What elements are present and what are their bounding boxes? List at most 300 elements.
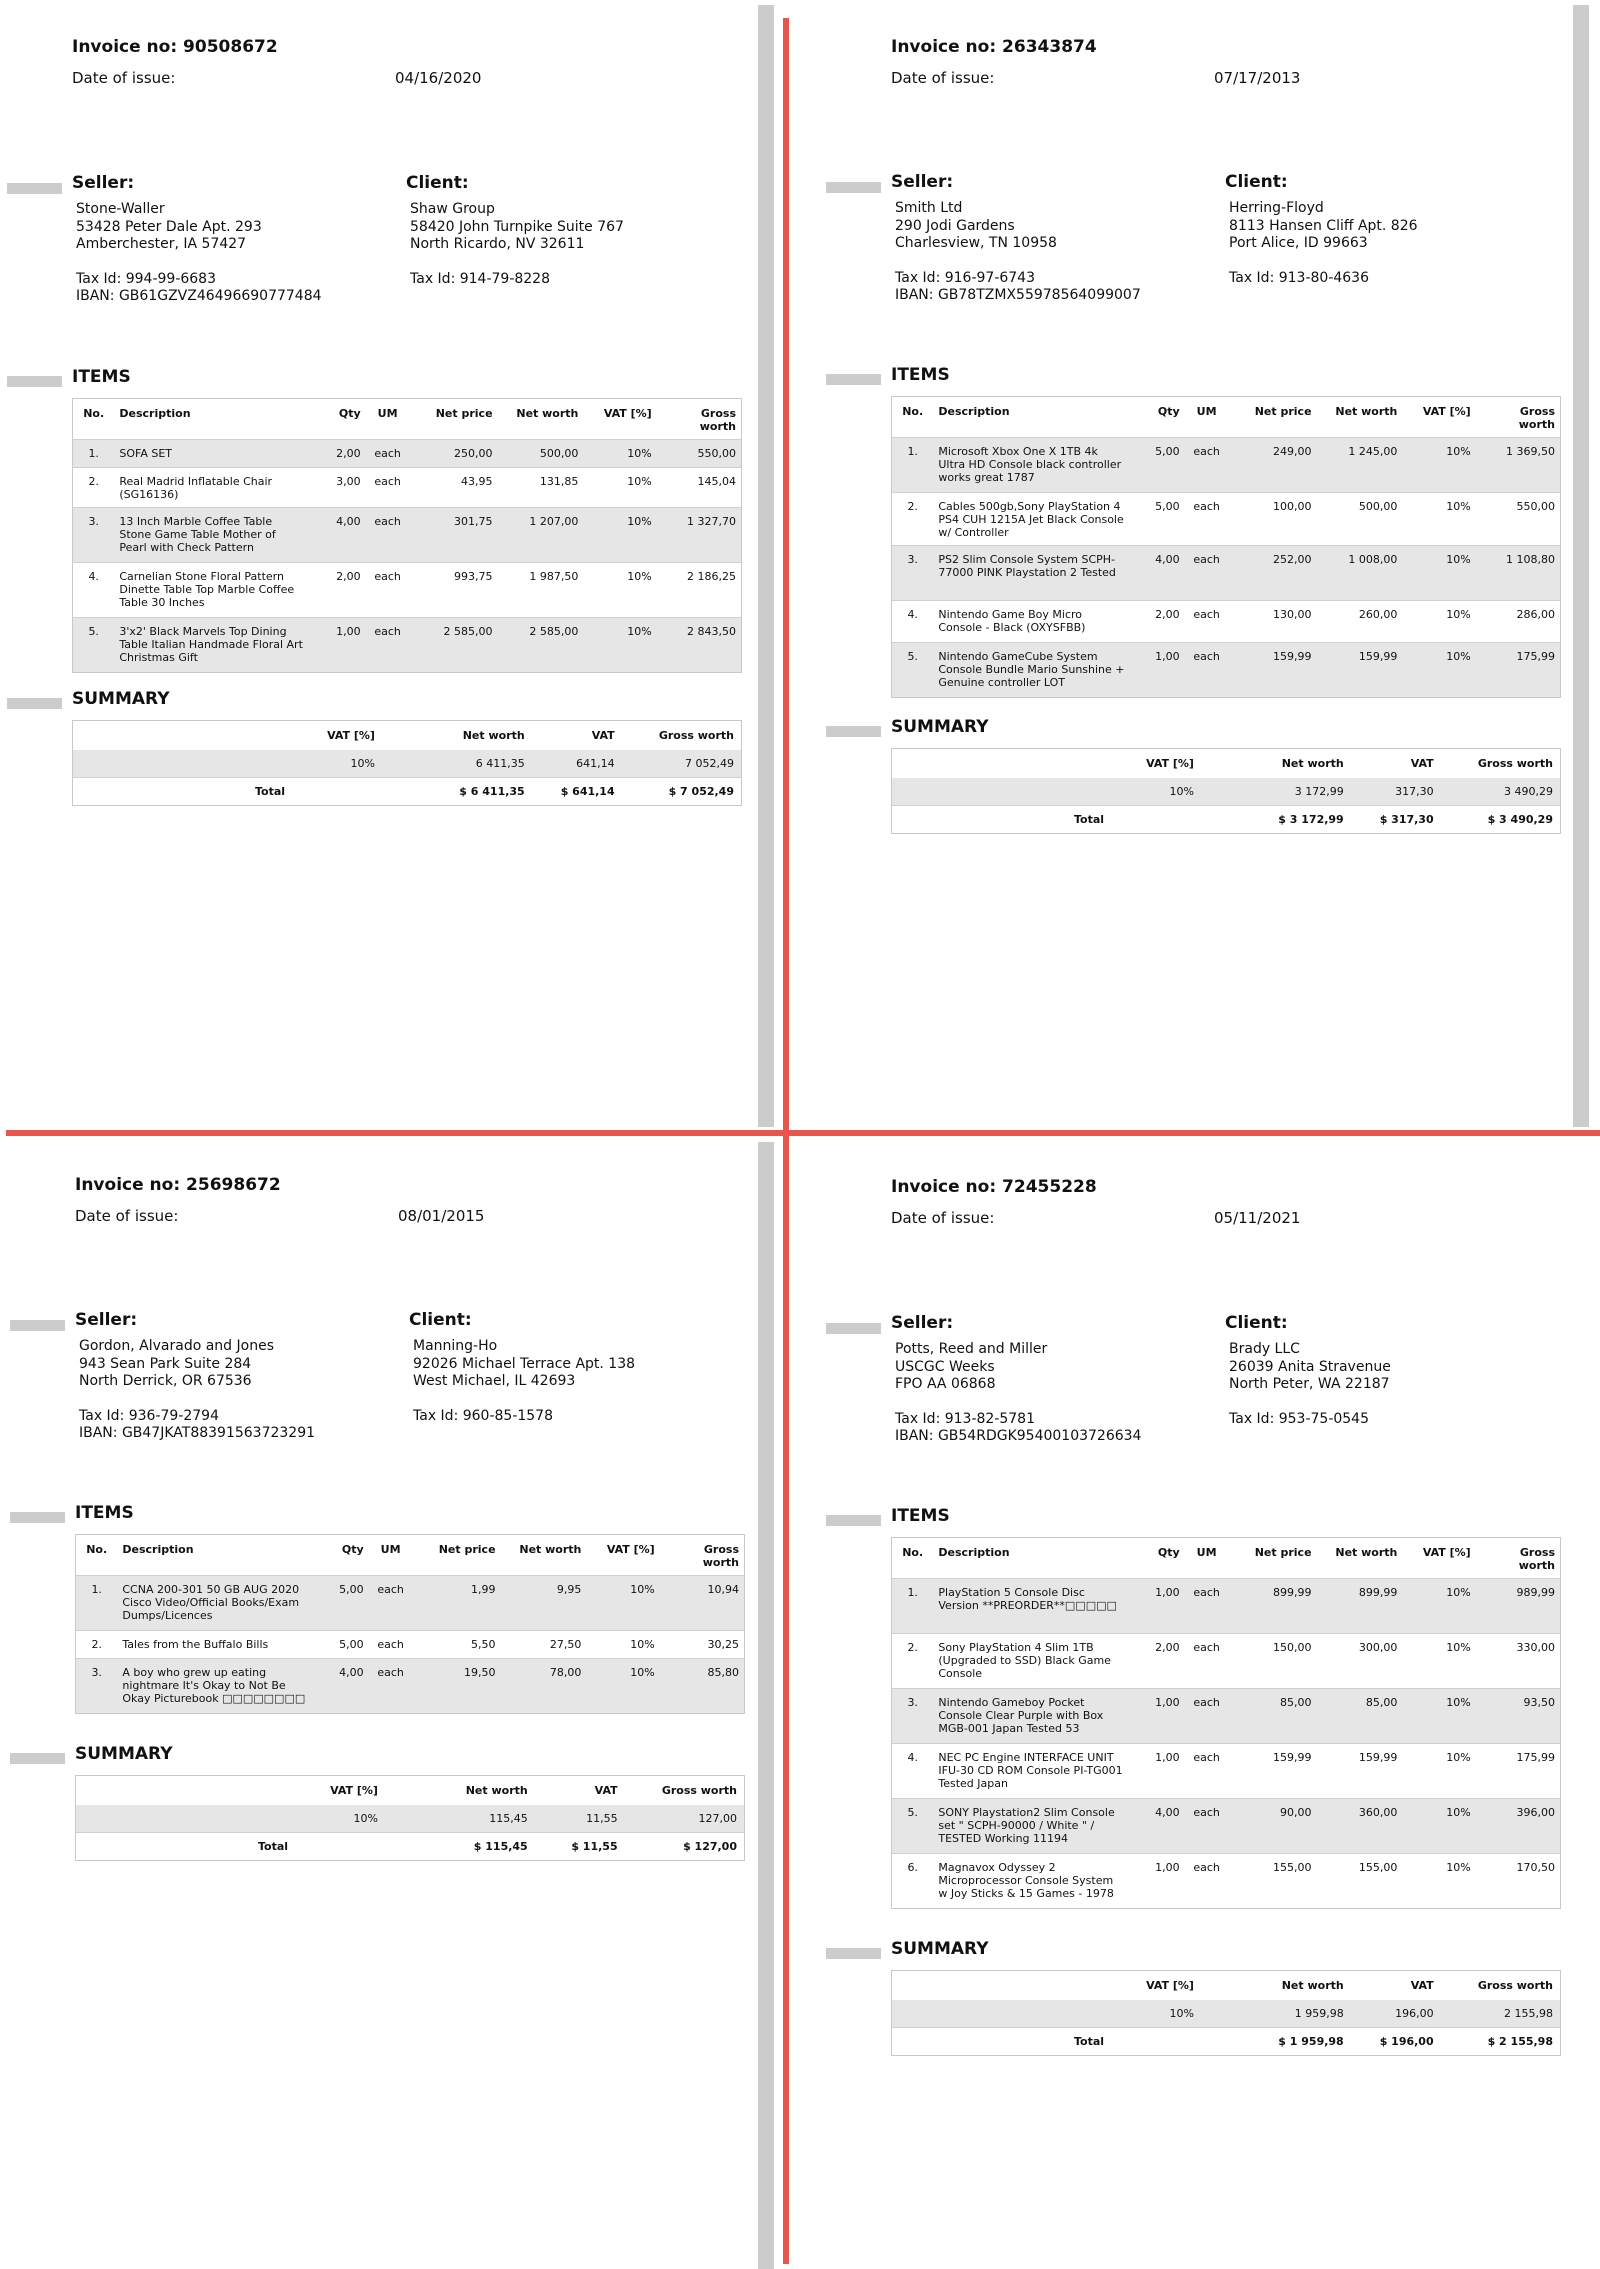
summary-values-row: [76, 1805, 745, 1833]
cell-net-price: 250,00: [410, 440, 498, 468]
column-header-qty: Qty: [341, 1543, 364, 1556]
invoice-number-label: Invoice no:: [891, 1177, 997, 1197]
spacer: [79, 1391, 315, 1408]
cell-net-price: 90,00: [1229, 1799, 1317, 1854]
summary-vat: 641,14: [532, 750, 622, 778]
cell-net-worth: 9,95: [501, 1576, 587, 1631]
cell-vat: 10%: [1402, 493, 1475, 546]
cell-vat: 10%: [1402, 1854, 1475, 1909]
column-header-net-price: Net price: [1254, 405, 1312, 418]
client-address-line-2: Port Alice, ID 99663: [1229, 235, 1368, 251]
client-block: [1225, 172, 1418, 287]
cell-net-price: 100,00: [1229, 493, 1317, 546]
cell-no: 4.: [892, 601, 934, 643]
cell-vat: 10%: [583, 563, 656, 618]
cell-net-price: 5,50: [413, 1631, 501, 1659]
cell-net-worth: 500,00: [1317, 493, 1403, 546]
column-header-net-worth: Net worth: [1335, 405, 1398, 418]
cell-vat: 10%: [1402, 601, 1475, 643]
client-address-line-1: 8113 Hansen Cliff Apt. 826: [1229, 217, 1418, 234]
cell-gross-worth: 85,80: [660, 1659, 745, 1714]
items-heading: ITEMS: [891, 365, 950, 385]
table-row: [73, 468, 742, 508]
section-marker: [7, 698, 62, 709]
summary-vat: 11,55: [535, 1805, 625, 1833]
seller-block: [891, 172, 1141, 305]
seller-heading: Seller:: [72, 173, 135, 193]
column-header-description: Description: [938, 405, 1010, 418]
column-header-no: No.: [902, 405, 924, 418]
total-gross-worth: $ 7 052,49: [622, 778, 742, 806]
cell-net-price: 159,99: [1229, 643, 1317, 698]
cell-description: Microsoft Xbox One X 1TB 4k Ultra HD Console black controller works great 1787: [933, 438, 1130, 493]
seller-address-line-1: 290 Jodi Gardens: [895, 217, 1015, 234]
cell-um: each: [1185, 1689, 1229, 1744]
cell-no: 5.: [73, 618, 115, 673]
items-header-row: [76, 1535, 745, 1576]
cell-description: SONY Playstation2 Slim Console set " SCPH-90000 / White " / TESTED Working 11194: [933, 1799, 1130, 1854]
seller-tax-id: Tax Id: 994-99-6683: [76, 270, 216, 287]
cell-vat: 10%: [1402, 1799, 1475, 1854]
cell-net-price: 159,99: [1229, 1744, 1317, 1799]
total-gross-worth: $ 2 155,98: [1441, 2028, 1561, 2056]
cell-qty: 2,00: [311, 563, 365, 618]
cell-vat: 10%: [1402, 1689, 1475, 1744]
total-gross-worth: $ 3 490,29: [1441, 806, 1561, 834]
summary-header-vat: VAT: [594, 1784, 618, 1798]
total-vat: $ 317,30: [1351, 806, 1441, 834]
cell-net-price: 85,00: [1229, 1689, 1317, 1744]
section-marker: [10, 1320, 65, 1331]
client-tax-id: Tax Id: 913-80-4636: [1229, 269, 1369, 286]
section-marker: [826, 182, 881, 193]
table-row: [892, 1579, 1561, 1634]
cell-description: Cables 500gb,Sony PlayStation 4 PS4 CUH 1215A Jet Black Console w/ Controller: [933, 493, 1130, 546]
summary-header-vat: VAT: [591, 729, 615, 743]
summary-header-net-worth: Net worth: [1281, 757, 1344, 771]
column-header-vat: VAT [%]: [606, 1543, 655, 1556]
cell-description: 13 Inch Marble Coffee Table Stone Game Table Mother of Pearl with Check Pattern: [114, 508, 311, 563]
cell-description: PlayStation 5 Console Disc Version **PREORDER**□□□□□: [933, 1579, 1130, 1634]
summary-values-row: [73, 750, 742, 778]
date-of-issue-value: 05/11/2021: [1214, 1209, 1301, 1227]
invoice-title: [891, 1177, 1097, 1197]
column-header-vat: VAT [%]: [603, 407, 652, 420]
cell-no: 5.: [892, 643, 934, 698]
date-of-issue-value: 08/01/2015: [398, 1207, 485, 1225]
table-row: [73, 563, 742, 618]
section-marker: [10, 1512, 65, 1523]
summary-blank-cell: [73, 750, 293, 778]
summary-heading: SUMMARY: [891, 1939, 989, 1959]
cell-net-worth: 78,00: [501, 1659, 587, 1714]
cell-description: SOFA SET: [114, 440, 311, 468]
cell-no: 4.: [892, 1744, 934, 1799]
column-header-gross-worth: Gross worth: [702, 1543, 739, 1569]
client-block: [406, 173, 624, 288]
cell-um: each: [1185, 643, 1229, 698]
date-of-issue-value: 07/17/2013: [1214, 69, 1301, 87]
page-edge-bar: [758, 5, 774, 1127]
column-header-qty: Qty: [1157, 1546, 1180, 1559]
cell-net-price: 252,00: [1229, 546, 1317, 601]
seller-details: [891, 200, 1141, 305]
items-table: [72, 398, 742, 673]
cell-no: 6.: [892, 1854, 934, 1909]
section-marker: [826, 1515, 881, 1526]
summary-blank-cell: [892, 778, 1112, 806]
cell-qty: 5,00: [314, 1576, 368, 1631]
summary-vat-rate: 10%: [292, 750, 382, 778]
cell-um: each: [1185, 1799, 1229, 1854]
cell-net-price: 150,00: [1229, 1634, 1317, 1689]
client-details: [409, 1338, 635, 1425]
cell-description: Carnelian Stone Floral Pattern Dinette Table Top Marble Coffee Table 30 Inches: [114, 563, 311, 618]
cell-net-worth: 2 585,00: [498, 618, 584, 673]
cell-no: 3.: [73, 508, 115, 563]
column-header-description: Description: [122, 1543, 194, 1556]
cell-um: each: [369, 1576, 413, 1631]
summary-vat-rate: 10%: [1111, 2000, 1201, 2028]
seller-block: [891, 1313, 1141, 1446]
seller-address-line-1: 943 Sean Park Suite 284: [79, 1355, 252, 1372]
seller-details: [75, 1338, 315, 1443]
summary-header-row: [892, 1971, 1561, 2000]
summary-net-worth: 1 959,98: [1201, 2000, 1351, 2028]
column-header-no: No.: [902, 1546, 924, 1559]
summary-heading: SUMMARY: [72, 689, 170, 709]
cell-description: CCNA 200-301 50 GB AUG 2020 Cisco Video/Official Books/Exam Dumps/Licences: [117, 1576, 314, 1631]
quadrant-divider-vertical: [783, 18, 789, 2264]
cell-um: each: [1185, 1744, 1229, 1799]
cell-description: 3'x2' Black Marvels Top Dining Table Italian Handmade Floral Art Christmas Gift: [114, 618, 311, 673]
summary-header-row: [76, 1776, 745, 1805]
cell-no: 1.: [892, 438, 934, 493]
cell-net-price: 43,95: [410, 468, 498, 508]
table-row: [76, 1659, 745, 1714]
cell-net-price: 155,00: [1229, 1854, 1317, 1909]
column-header-no: No.: [86, 1543, 108, 1556]
summary-vat: 317,30: [1351, 778, 1441, 806]
cell-gross-worth: 330,00: [1476, 1634, 1561, 1689]
cell-vat: 10%: [1402, 1579, 1475, 1634]
summary-values-row: [892, 2000, 1561, 2028]
total-net-worth: $ 3 172,99: [1201, 806, 1351, 834]
seller-address-line-1: 53428 Peter Dale Apt. 293: [76, 218, 262, 235]
seller-address-line-2: Charlesview, TN 10958: [895, 235, 1057, 251]
cell-gross-worth: 1 108,80: [1476, 546, 1561, 601]
table-row: [892, 1854, 1561, 1909]
cell-gross-worth: 396,00: [1476, 1799, 1561, 1854]
cell-no: 1.: [76, 1576, 118, 1631]
column-header-gross-worth: Gross worth: [699, 407, 736, 433]
cell-net-worth: 1 207,00: [498, 508, 584, 563]
client-address-line-1: 58420 John Turnpike Suite 767: [410, 218, 624, 235]
seller-details: [72, 201, 322, 306]
total-vat: $ 641,14: [532, 778, 622, 806]
cell-description: A boy who grew up eating nightmare It's Okay to Not Be Okay Picturebook □□□□□□□□: [117, 1659, 314, 1714]
cell-vat: 10%: [586, 1659, 659, 1714]
client-address-line-2: North Ricardo, NV 32611: [410, 236, 585, 252]
client-heading: Client:: [409, 1310, 472, 1330]
cell-gross-worth: 175,99: [1476, 643, 1561, 698]
cell-um: each: [1185, 1634, 1229, 1689]
invoice-title: [72, 37, 278, 57]
summary-total-row: [892, 806, 1561, 834]
summary-header-gross-worth: Gross worth: [1477, 757, 1553, 771]
summary-header-gross-worth: Gross worth: [1477, 1979, 1553, 1993]
section-marker: [826, 726, 881, 737]
cell-um: each: [366, 468, 410, 508]
seller-address-line-2: FPO AA 06868: [895, 1376, 996, 1392]
cell-vat: 10%: [1402, 438, 1475, 493]
page-edge-bar: [758, 1142, 774, 2269]
invoice-number: 72455228: [1002, 1177, 1097, 1197]
cell-um: each: [369, 1631, 413, 1659]
column-header-net-price: Net price: [1254, 1546, 1312, 1559]
cell-net-worth: 27,50: [501, 1631, 587, 1659]
items-heading: ITEMS: [72, 367, 131, 387]
summary-header-vat-rate: VAT [%]: [330, 1784, 378, 1798]
cell-vat: 10%: [586, 1576, 659, 1631]
summary-values-row: [892, 778, 1561, 806]
cell-net-worth: 1 245,00: [1317, 438, 1403, 493]
total-label: Total: [76, 1833, 296, 1861]
cell-net-worth: 85,00: [1317, 1689, 1403, 1744]
date-of-issue-label: Date of issue:: [891, 1209, 995, 1227]
summary-header-net-worth: Net worth: [462, 729, 525, 743]
items-heading: ITEMS: [75, 1503, 134, 1523]
summary-header-vat-rate: VAT [%]: [1146, 757, 1194, 771]
cell-um: each: [366, 618, 410, 673]
date-of-issue-label: Date of issue:: [891, 69, 995, 87]
cell-net-price: 249,00: [1229, 438, 1317, 493]
total-vat: $ 196,00: [1351, 2028, 1441, 2056]
seller-name: Smith Ltd: [895, 200, 963, 216]
seller-tax-id: Tax Id: 936-79-2794: [79, 1407, 219, 1424]
total-net-worth: $ 1 959,98: [1201, 2028, 1351, 2056]
quadrant-divider-horizontal: [6, 1130, 1600, 1136]
summary-total-row: [73, 778, 742, 806]
client-tax-id: Tax Id: 960-85-1578: [413, 1407, 553, 1424]
column-header-net-worth: Net worth: [516, 407, 579, 420]
cell-description: Magnavox Odyssey 2 Microprocessor Console System w Joy Sticks & 15 Games - 1978: [933, 1854, 1130, 1909]
cell-qty: 5,00: [1130, 438, 1184, 493]
client-name: Herring-Floyd: [1229, 200, 1324, 216]
cell-qty: 5,00: [1130, 493, 1184, 546]
cell-no: 3.: [892, 546, 934, 601]
summary-vat-rate: 10%: [295, 1805, 385, 1833]
cell-qty: 5,00: [314, 1631, 368, 1659]
cell-no: 3.: [892, 1689, 934, 1744]
table-row: [892, 1634, 1561, 1689]
client-heading: Client:: [406, 173, 469, 193]
summary-gross-worth: 127,00: [625, 1805, 745, 1833]
cell-vat: 10%: [1402, 546, 1475, 601]
spacer: [1229, 1394, 1391, 1411]
cell-net-worth: 155,00: [1317, 1854, 1403, 1909]
seller-address-line-2: Amberchester, IA 57427: [76, 236, 247, 252]
summary-header-gross-worth: Gross worth: [658, 729, 734, 743]
cell-no: 2.: [76, 1631, 118, 1659]
summary-header-vat-rate: VAT [%]: [1146, 1979, 1194, 1993]
client-details: [1225, 1341, 1391, 1428]
cell-description: Nintendo GameCube System Console Bundle Mario Sunshine + Genuine controller LOT: [933, 643, 1130, 698]
summary-blank-cell: [892, 2000, 1112, 2028]
summary-gross-worth: 2 155,98: [1441, 2000, 1561, 2028]
total-gross-worth: $ 127,00: [625, 1833, 745, 1861]
summary-blank-cell: [292, 778, 382, 806]
cell-vat: 10%: [1402, 1634, 1475, 1689]
cell-qty: 4,00: [1130, 1799, 1184, 1854]
cell-qty: 2,00: [1130, 601, 1184, 643]
summary-table: [75, 1775, 745, 1861]
column-header-um: UM: [380, 1543, 401, 1556]
summary-heading: SUMMARY: [75, 1744, 173, 1764]
seller-heading: Seller:: [891, 1313, 954, 1333]
table-row: [76, 1576, 745, 1631]
cell-gross-worth: 145,04: [657, 468, 742, 508]
column-header-um: UM: [1196, 1546, 1217, 1559]
cell-net-price: 130,00: [1229, 601, 1317, 643]
section-marker: [826, 374, 881, 385]
summary-gross-worth: 3 490,29: [1441, 778, 1561, 806]
summary-net-worth: 6 411,35: [382, 750, 532, 778]
client-tax-id: Tax Id: 914-79-8228: [410, 270, 550, 287]
date-of-issue-value: 04/16/2020: [395, 69, 482, 87]
summary-header-vat: VAT: [1410, 1979, 1434, 1993]
cell-qty: 3,00: [311, 468, 365, 508]
summary-table: [891, 748, 1561, 834]
client-address-line-2: West Michael, IL 42693: [413, 1373, 576, 1389]
cell-um: each: [369, 1659, 413, 1714]
cell-description: Nintendo Game Boy Micro Console - Black (OXYSFBB): [933, 601, 1130, 643]
cell-description: Real Madrid Inflatable Chair (SG16136): [114, 468, 311, 508]
cell-net-worth: 360,00: [1317, 1799, 1403, 1854]
section-marker: [7, 183, 62, 194]
cell-no: 5.: [892, 1799, 934, 1854]
table-row: [892, 1744, 1561, 1799]
cell-net-price: 301,75: [410, 508, 498, 563]
summary-table: [891, 1970, 1561, 2056]
summary-header-row: [892, 749, 1561, 778]
cell-um: each: [366, 563, 410, 618]
cell-gross-worth: 550,00: [1476, 493, 1561, 546]
cell-um: each: [1185, 601, 1229, 643]
cell-vat: 10%: [583, 440, 656, 468]
cell-um: each: [366, 508, 410, 563]
column-header-net-worth: Net worth: [1335, 1546, 1398, 1559]
cell-net-worth: 260,00: [1317, 601, 1403, 643]
client-tax-id: Tax Id: 953-75-0545: [1229, 1410, 1369, 1427]
items-header-row: [73, 399, 742, 440]
cell-net-price: 993,75: [410, 563, 498, 618]
client-heading: Client:: [1225, 172, 1288, 192]
spacer: [895, 253, 1141, 270]
cell-gross-worth: 550,00: [657, 440, 742, 468]
cell-description: PS2 Slim Console System SCPH-77000 PINK Playstation 2 Tested: [933, 546, 1130, 601]
seller-heading: Seller:: [75, 1310, 138, 1330]
column-header-qty: Qty: [1157, 405, 1180, 418]
client-name: Manning-Ho: [413, 1338, 498, 1354]
table-row: [892, 601, 1561, 643]
cell-net-worth: 500,00: [498, 440, 584, 468]
cell-no: 1.: [73, 440, 115, 468]
invoice-title: [891, 37, 1097, 57]
column-header-description: Description: [938, 1546, 1010, 1559]
cell-no: 2.: [892, 1634, 934, 1689]
invoice-number-label: Invoice no:: [72, 37, 178, 57]
cell-qty: 4,00: [1130, 546, 1184, 601]
cell-qty: 2,00: [311, 440, 365, 468]
cell-no: 4.: [73, 563, 115, 618]
summary-header-gross-worth: Gross worth: [661, 1784, 737, 1798]
summary-blank-cell: [76, 1805, 296, 1833]
cell-net-price: 2 585,00: [410, 618, 498, 673]
client-address-line-1: 26039 Anita Stravenue: [1229, 1358, 1391, 1375]
seller-block: [75, 1310, 315, 1443]
cell-qty: 4,00: [311, 508, 365, 563]
items-header-row: [892, 397, 1561, 438]
cell-um: each: [1185, 493, 1229, 546]
cell-description: Nintendo Gameboy Pocket Console Clear Purple with Box MGB-001 Japan Tested 53: [933, 1689, 1130, 1744]
seller-tax-id: Tax Id: 913-82-5781: [895, 1410, 1035, 1427]
cell-um: each: [1185, 546, 1229, 601]
total-label: Total: [892, 806, 1112, 834]
cell-net-worth: 1 987,50: [498, 563, 584, 618]
spacer: [76, 254, 322, 271]
section-marker: [10, 1753, 65, 1764]
invoice-title: [75, 1175, 281, 1195]
summary-vat-rate: 10%: [1111, 778, 1201, 806]
summary-heading: SUMMARY: [891, 717, 989, 737]
seller-details: [891, 1341, 1141, 1446]
table-row: [892, 493, 1561, 546]
summary-blank-cell: [1111, 806, 1201, 834]
section-marker: [826, 1323, 881, 1334]
cell-gross-worth: 2 843,50: [657, 618, 742, 673]
summary-total-row: [76, 1833, 745, 1861]
client-details: [1225, 200, 1418, 287]
date-of-issue-label: Date of issue:: [72, 69, 176, 87]
client-address-line-1: 92026 Michael Terrace Apt. 138: [413, 1355, 636, 1372]
items-header-row: [892, 1538, 1561, 1579]
client-name: Brady LLC: [1229, 1341, 1300, 1357]
cell-description: Sony PlayStation 4 Slim 1TB (Upgraded to SSD) Black Game Console: [933, 1634, 1130, 1689]
summary-blank-cell: [1111, 2028, 1201, 2056]
date-of-issue-label: Date of issue:: [75, 1207, 179, 1225]
cell-net-worth: 899,99: [1317, 1579, 1403, 1634]
table-row: [76, 1631, 745, 1659]
cell-qty: 4,00: [314, 1659, 368, 1714]
summary-net-worth: 3 172,99: [1201, 778, 1351, 806]
summary-header-net-worth: Net worth: [465, 1784, 528, 1798]
client-heading: Client:: [1225, 1313, 1288, 1333]
cell-vat: 10%: [1402, 1744, 1475, 1799]
cell-net-worth: 131,85: [498, 468, 584, 508]
summary-table: [72, 720, 742, 806]
cell-gross-worth: 170,50: [1476, 1854, 1561, 1909]
cell-no: 2.: [73, 468, 115, 508]
items-heading: ITEMS: [891, 1506, 950, 1526]
cell-qty: 2,00: [1130, 1634, 1184, 1689]
cell-net-worth: 300,00: [1317, 1634, 1403, 1689]
summary-total-row: [892, 2028, 1561, 2056]
summary-header-net-worth: Net worth: [1281, 1979, 1344, 1993]
cell-um: each: [1185, 1854, 1229, 1909]
cell-gross-worth: 93,50: [1476, 1689, 1561, 1744]
cell-qty: 1,00: [1130, 1689, 1184, 1744]
